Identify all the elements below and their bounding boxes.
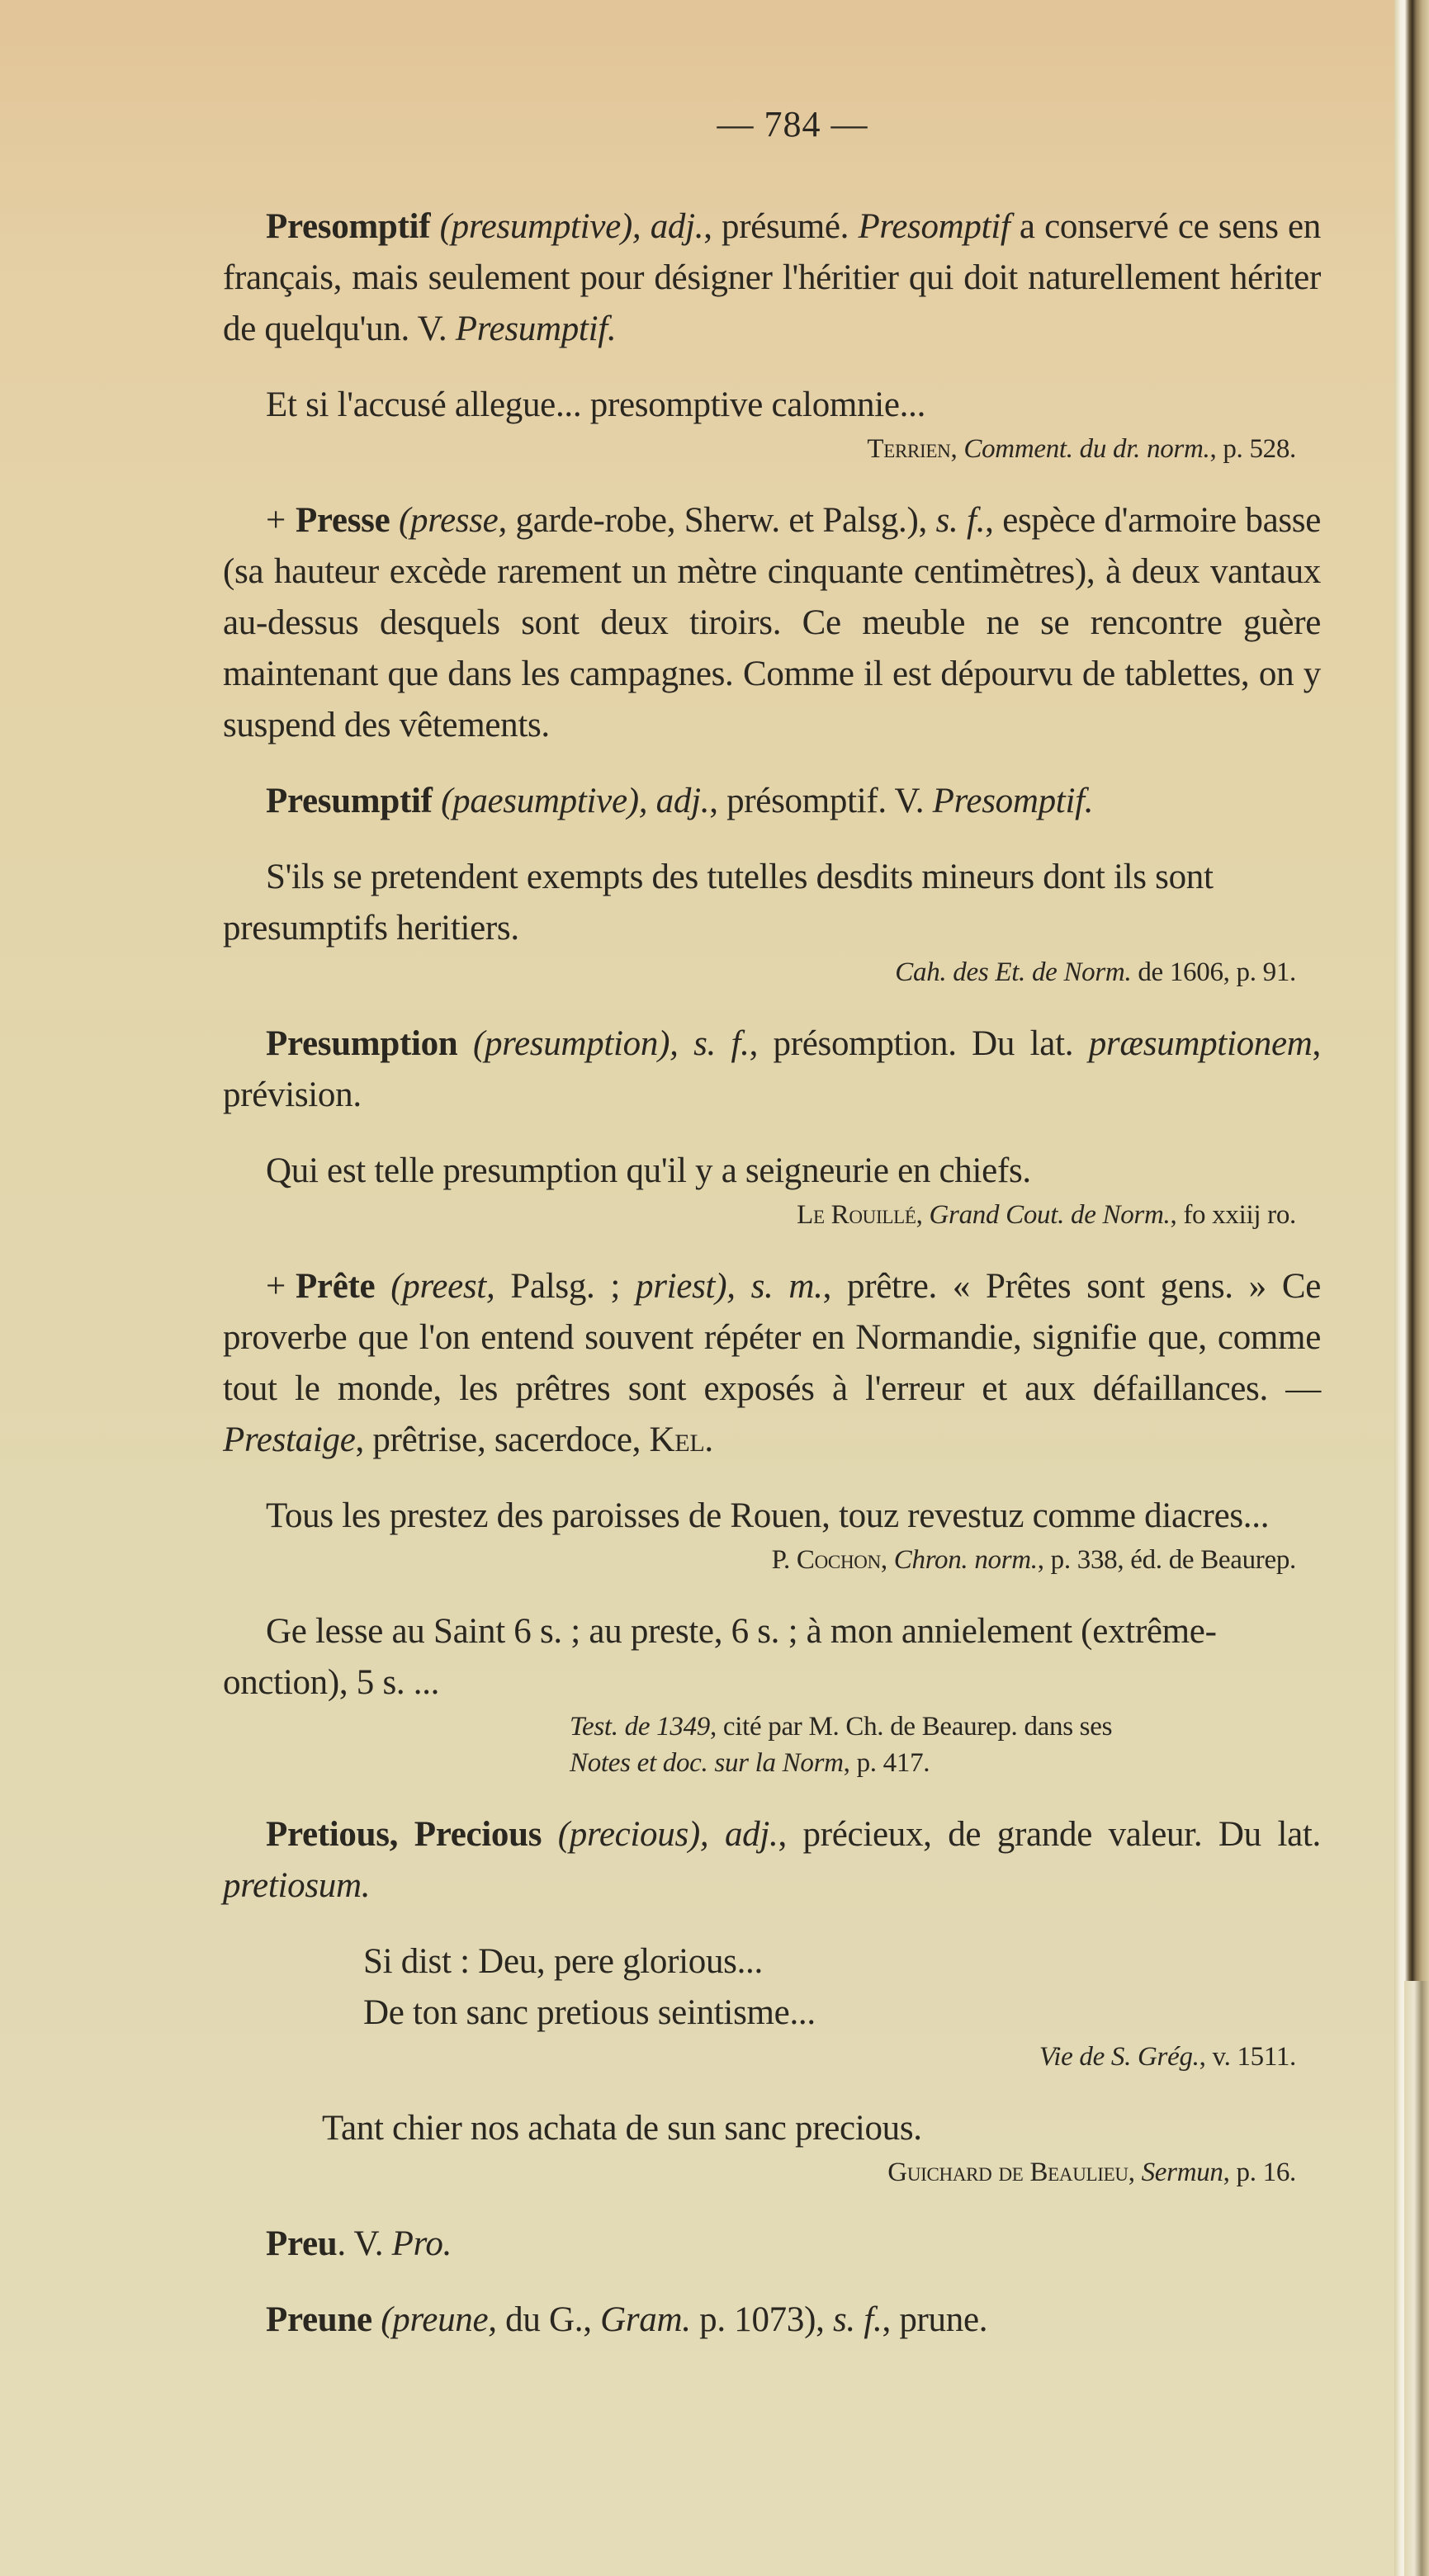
quote: S'ils se pretendent exempts des tutelles desdits mineurs dont ils sont presumptifs heritiers. xyxy=(223,858,1214,948)
etymon: (precious) xyxy=(557,1815,700,1854)
definition: , prune. xyxy=(882,2300,988,2339)
source-abbrev: Kel. xyxy=(649,1420,713,1459)
cross-mark-icon: + xyxy=(266,501,286,540)
citation-author: Guichard de Beaulieu xyxy=(887,2158,1129,2187)
part-of-speech: , adj. xyxy=(699,1815,778,1854)
quote: Tous les prestez des paroisses de Rouen, touz revestuz comme diacres... xyxy=(266,1496,1270,1535)
headword: Prête xyxy=(295,1267,376,1306)
definition-rest: , prêtrise, sacerdoce, xyxy=(355,1420,650,1459)
etymon-rest: garde-robe, Sherw. et Palsg.), xyxy=(506,501,936,540)
definition: , espèce d'armoire basse (sa hauteur excède rarement un mètre cinquante centimètres), à deux vantaux au-dessus desquels sont deux tiroirs. Ce meuble ne se rencontre guère maintenant que dans les campagnes. Comme il est dépourvu de tablettes, on y suspend des vêtements. xyxy=(223,501,1322,744)
headword: Presumptif xyxy=(266,782,433,820)
definition-rest: , prévision. xyxy=(223,1024,1321,1114)
definition: , présomption. Du lat. xyxy=(749,1024,1089,1063)
etymon: (preune, xyxy=(381,2300,497,2339)
part-of-speech: , adj. xyxy=(632,207,704,246)
verse-line: De ton sanc pretious seintisme... xyxy=(363,1993,816,2032)
derived-form: Prestaige xyxy=(223,1420,356,1459)
etymon: (presse, xyxy=(398,501,507,540)
latin-source: pretiosum. xyxy=(223,1866,371,1905)
headword: Preune xyxy=(266,2300,372,2339)
spacer xyxy=(223,2270,1321,2295)
quote: Qui est telle presumption qu'il y a seigneurie en chiefs. xyxy=(266,1151,1031,1190)
headword: Preu xyxy=(266,2224,338,2263)
citation-loc: , p. 16. xyxy=(1223,2158,1296,2187)
etymon: (presumptive) xyxy=(439,207,632,246)
etymon-rest: du G., xyxy=(496,2300,601,2339)
cross-mark-icon: + xyxy=(266,1267,286,1306)
entry-preune xyxy=(223,2295,1321,2346)
spacer xyxy=(223,751,1321,776)
citation-loc: de 1606, p. 91. xyxy=(1131,957,1296,987)
entry-prete xyxy=(223,1261,1321,1466)
citation: Le Rouillé, Grand Cout. de Norm., fo xxiij ro. xyxy=(797,1200,1296,1230)
latin-source: præsumptionem xyxy=(1088,1024,1313,1063)
see-also: Presomptif. xyxy=(932,782,1094,820)
citation-author: Terrien xyxy=(867,434,951,464)
etymon: (paesumptive) xyxy=(441,782,639,820)
citation xyxy=(223,954,1321,990)
entry-presse xyxy=(223,495,1321,751)
etymon: (presumption) xyxy=(472,1024,670,1063)
part-of-speech: , adj. xyxy=(638,782,710,820)
citation-author: Le Rouillé xyxy=(797,1200,916,1230)
citation-work: Comment. du dr. norm. xyxy=(963,434,1210,464)
headword: Presomptif xyxy=(266,207,431,246)
page-number: — 784 — xyxy=(717,104,868,144)
verse-line: Si dist : Deu, pere glorious... xyxy=(363,1942,763,1981)
part-of-speech: , s. f. xyxy=(670,1024,750,1063)
definition: , prêtre. « Prêtes sont gens. » Ce proverbe que l'on entend souvent répéter en Normandie, signifie que, comme tout le monde, les prêtres sont exposés à l'erreur et aux défaillances. — xyxy=(223,1267,1321,1408)
entry-presumption xyxy=(223,1019,1321,1121)
citation xyxy=(223,1709,1321,1781)
citation-work: Cah. des Et. de Norm. xyxy=(895,957,1132,987)
quote: Et si l'accusé allegue... presomptive calomnie... xyxy=(266,385,926,424)
page-edge-lower xyxy=(1404,1981,1429,2576)
citation-loc-2: , p. 417. xyxy=(843,1748,930,1778)
definition: , précieux, de grande valeur. Du lat. xyxy=(778,1815,1321,1854)
headword: Pretious, Precious xyxy=(266,1815,542,1854)
citation: Terrien, Comment. du dr. norm., p. 528. xyxy=(867,434,1296,464)
citation-loc: , cité par M. Ch. de Beaurep. dans ses xyxy=(709,1712,1113,1742)
definition: . V. xyxy=(337,2224,392,2263)
citation-work: Grand Cout. de Norm. xyxy=(929,1200,1171,1230)
citation: Guichard de Beaulieu, Sermun, p. 16. xyxy=(887,2158,1296,2187)
citation-work: Sermun xyxy=(1141,2158,1223,2187)
etymon: (preest, xyxy=(390,1267,495,1306)
citation-loc: , p. 528. xyxy=(1209,434,1296,464)
citation-loc: , v. 1511. xyxy=(1199,2042,1296,2072)
citation-loc: , fo xxiij ro. xyxy=(1170,1200,1296,1230)
see-also: Presumptif. xyxy=(455,310,617,348)
entry-presumptif xyxy=(223,776,1321,827)
definition: , présomptif. V. xyxy=(709,782,933,820)
verse-quote xyxy=(223,2103,1321,2154)
citation-work: Vie de S. Grég. xyxy=(1039,2042,1200,2072)
quote: Ge lesse au Saint 6 s. ; au preste, 6 s. ; à mon annielement (extrême-onction), 5 s. ... xyxy=(223,1612,1217,1702)
see-also: Pro. xyxy=(391,2224,452,2263)
italic-ref: Presomptif xyxy=(858,207,1010,246)
headword: Presumption xyxy=(266,1024,458,1063)
citation: P. Cochon, Chron. norm., p. 338, éd. de Beaurep. xyxy=(771,1545,1296,1575)
etymon-2: priest xyxy=(636,1267,716,1306)
definition-rest: a conservé ce sens en français, mais seulement pour désigner l'héritier qui doit naturellement hériter de quelqu'un. V. xyxy=(223,207,1321,348)
etymon-rest: Palsg. ; xyxy=(494,1267,636,1306)
part-of-speech: s. f. xyxy=(833,2300,882,2339)
part-of-speech: s. f. xyxy=(935,501,986,540)
dictionary-page xyxy=(223,99,1321,2346)
definition: , présumé. xyxy=(703,207,859,246)
citation-work: Chron. norm. xyxy=(893,1545,1038,1575)
citation-loc: , p. 338, éd. de Beaurep. xyxy=(1037,1545,1296,1575)
entry-pretious xyxy=(223,1809,1321,1912)
grammar-ref: Gram. xyxy=(600,2300,691,2339)
citation-author: P. Cochon xyxy=(771,1545,881,1575)
citation xyxy=(223,2039,1321,2075)
citation-work: Test. de 1349 xyxy=(570,1712,710,1742)
grammar-ref-rest: p. 1073), xyxy=(690,2300,833,2339)
entry-presomptif xyxy=(223,201,1321,355)
verse-line: Tant chier nos achata de sun sanc precious. xyxy=(322,2109,922,2148)
part-of-speech: ), s. m. xyxy=(715,1267,823,1306)
headword: Presse xyxy=(295,501,390,540)
citation-work-2: Notes et doc. sur la Norm xyxy=(570,1748,844,1778)
verse-quote xyxy=(223,1936,1321,2039)
entry-preu xyxy=(223,2219,1321,2270)
